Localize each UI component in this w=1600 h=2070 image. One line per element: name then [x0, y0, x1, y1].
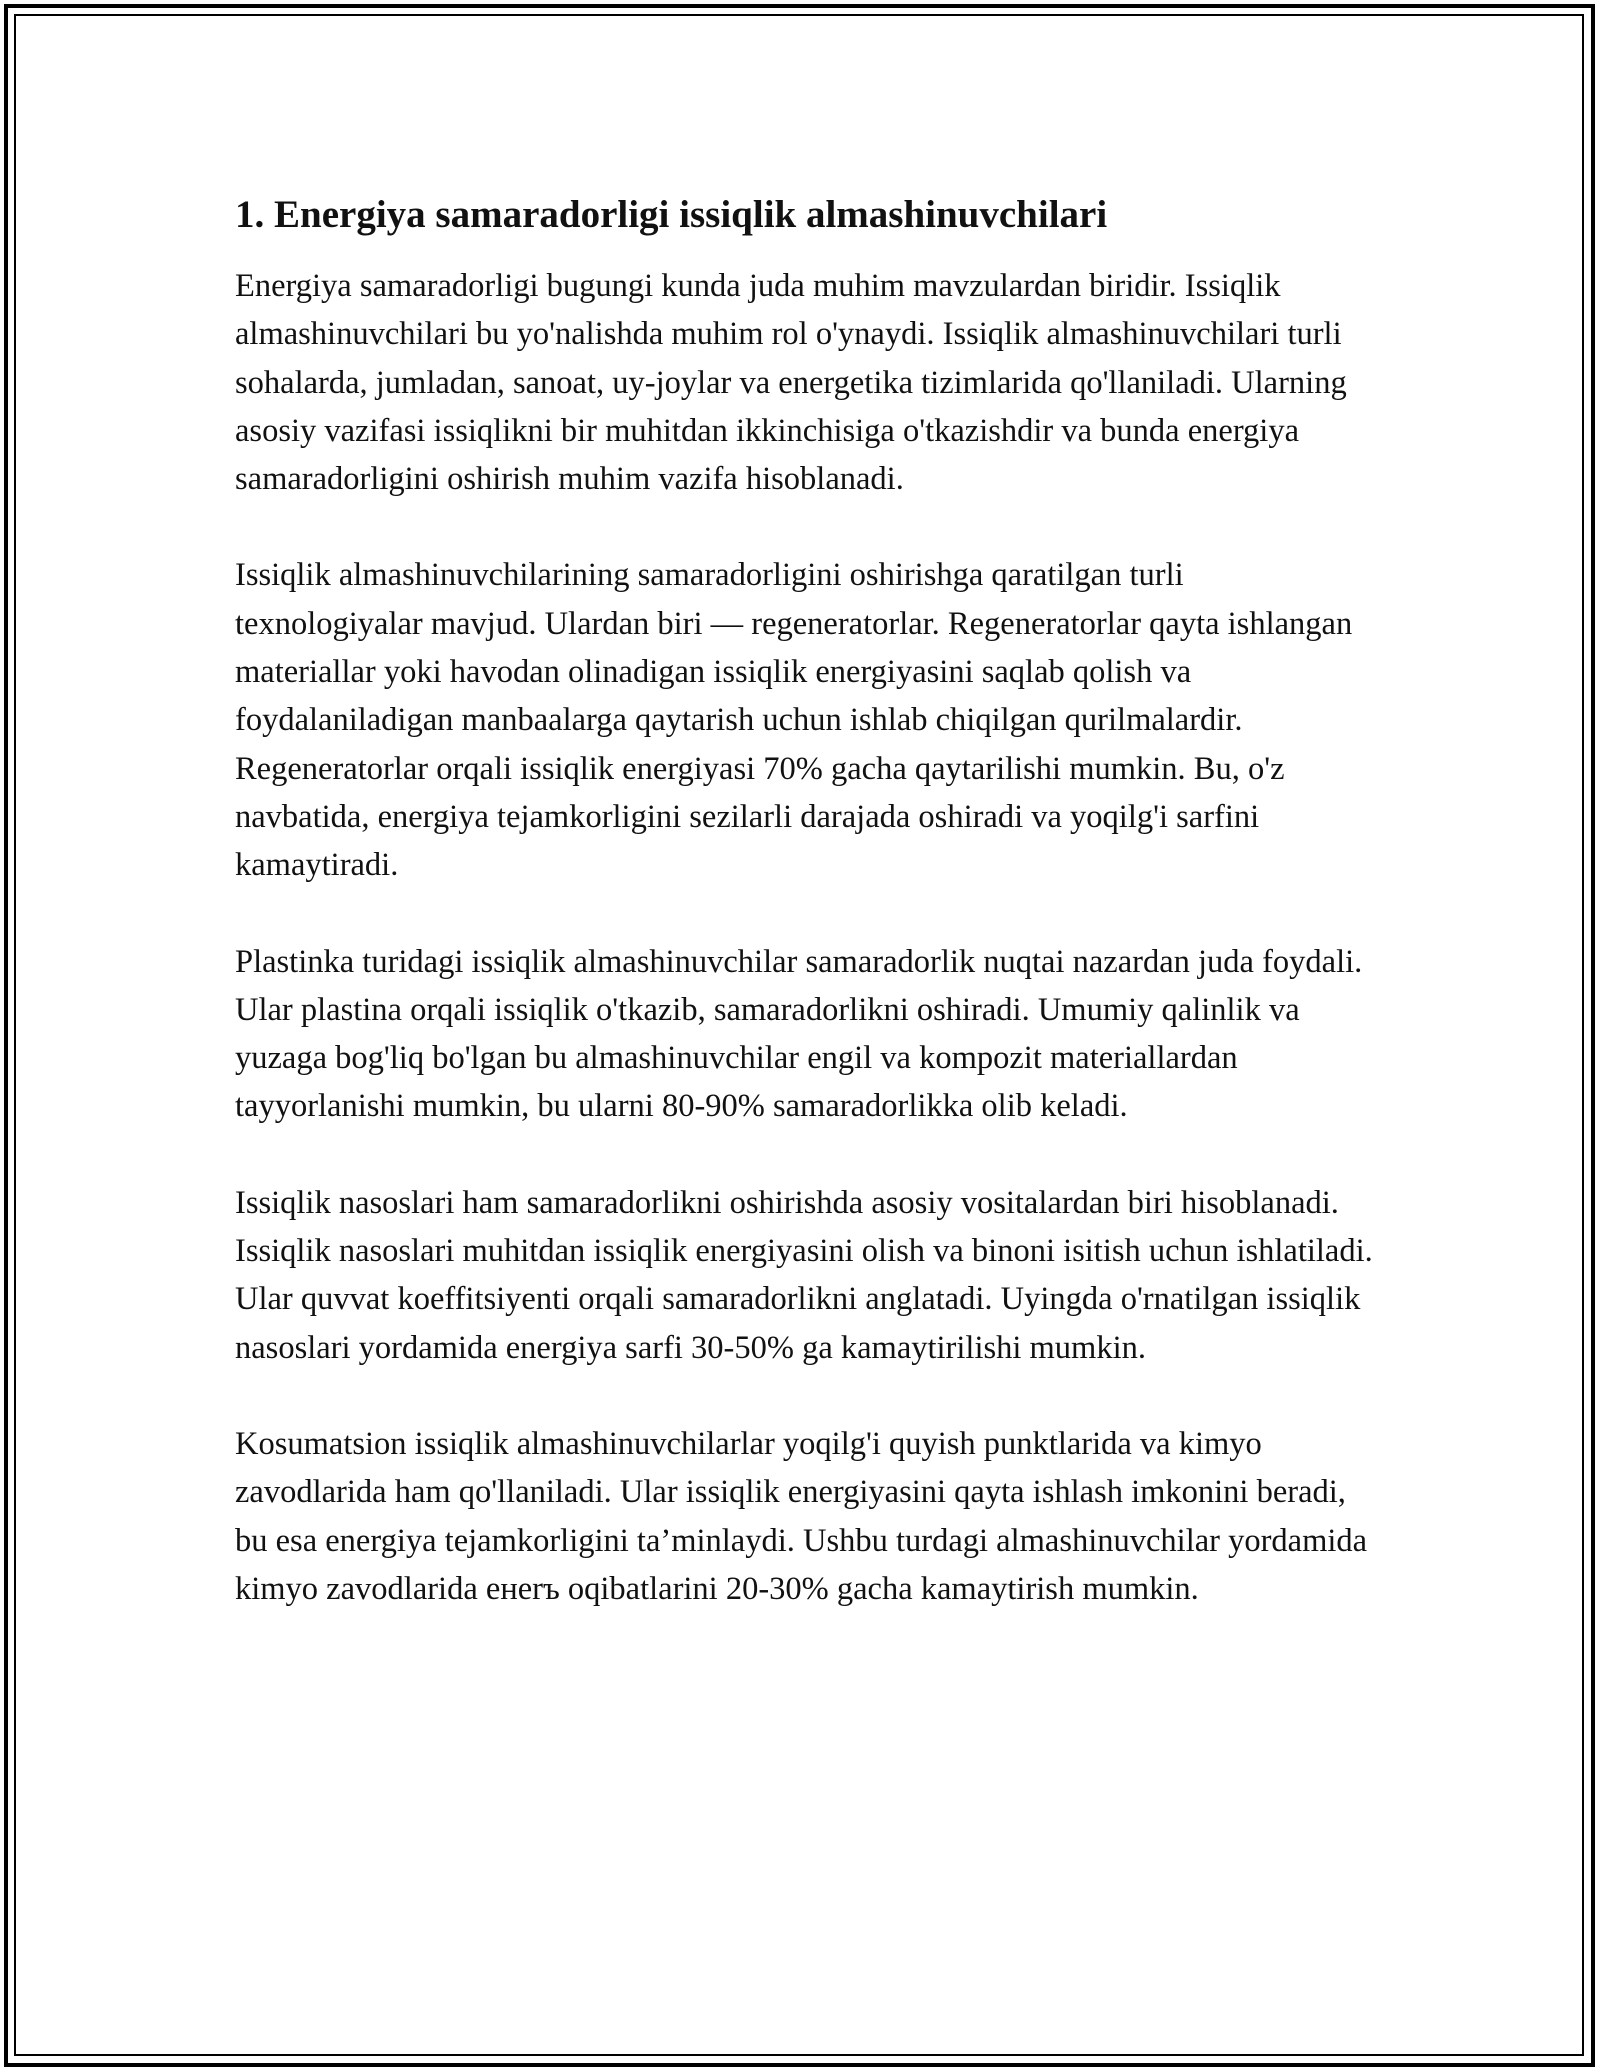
- paragraph-plate-exchangers: Plastinka turidagi issiqlik almashinuvchilar samaradorlik nuqtai nazardan juda foydali. Ular plastina orqali issiqlik o'tkazib, samaradorlikni oshiradi. Umumiy qalinlik va yuzaga bog'liq bo'lgan bu almashinuvchilar engil va kompozit materiallardan tayyorlanishi mumkin, bu ularni 80-90% samaradorlikka olib keladi.: [235, 943, 1363, 1125]
- paragraph-intro: Energiya samaradorligi bugungi kunda juda muhim mavzulardan biridir. Issiqlik almashinuvchilari bu yo'nalishda muhim rol o'ynaydi. Issiqlik almashinuvchilari turli sohalarda, jumladan, sanoat, uy-joylar va energetika tizimlarida qo'llaniladi. Ularning asosiy vazifasi issiqlikni bir muhitdan ikkinchisiga o'tkazishdir va bunda energiya samaradorligini oshirish muhim vazifa hisoblanadi.: [235, 268, 1347, 498]
- paragraph-heat-pumps: Issiqlik nasoslari ham samaradorlikni oshirishda asosiy vositalardan biri hisoblanadi. Issiqlik nasoslari muhitdan issiqlik energiyasini olish va binoni isitish uchun ishlatiladi. Ular quvvat koeffitsiyenti orqali samaradorlikni anglatadi. Uyingda o'rnatilgan issiqlik nasoslari yordamida energiya sarfi 30-50% ga kamaytirilishi mumkin.: [235, 1184, 1373, 1366]
- section-heading: 1. Energiya samaradorligi issiqlik almashinuvchilari: [235, 193, 1108, 236]
- document-body: [235, 188, 1375, 1661]
- paragraph-condensation-exchangers: Kosumatsion issiqlik almashinuvchilarlar yoqilg'i quyish punktlarida va kimyo zavodlarida ham qo'llaniladi. Ular issiqlik energiyasini qayta ishlash imkonini beradi, bu esa energiya tejamkorligini ta’minlaydi. Ushbu turdagi almashinuvchilar yordamida kimyo zavodlarida енеrъ oqibatlarini 20-30% gacha kamaytirish mumkin.: [235, 1425, 1368, 1607]
- paragraph-regenerators: Issiqlik almashinuvchilarining samaradorligini oshirishga qaratilgan turli texnologiyalar mavjud. Ulardan biri — regeneratorlar. Regeneratorlar qayta ishlangan materiallar yoki havodan olinadigan issiqlik energiyasini saqlab qolish va foydalaniladigan manbaalarga qaytarish uchun ishlab chiqilgan qurilmalardir. Regeneratorlar orqali issiqlik energiyasi 70% gacha qaytarilishi mumkin. Bu, o'z navbatida, energiya tejamkorligini sezilarli darajada oshiradi va yoqilg'i sarfini kamaytiradi.: [235, 557, 1353, 884]
